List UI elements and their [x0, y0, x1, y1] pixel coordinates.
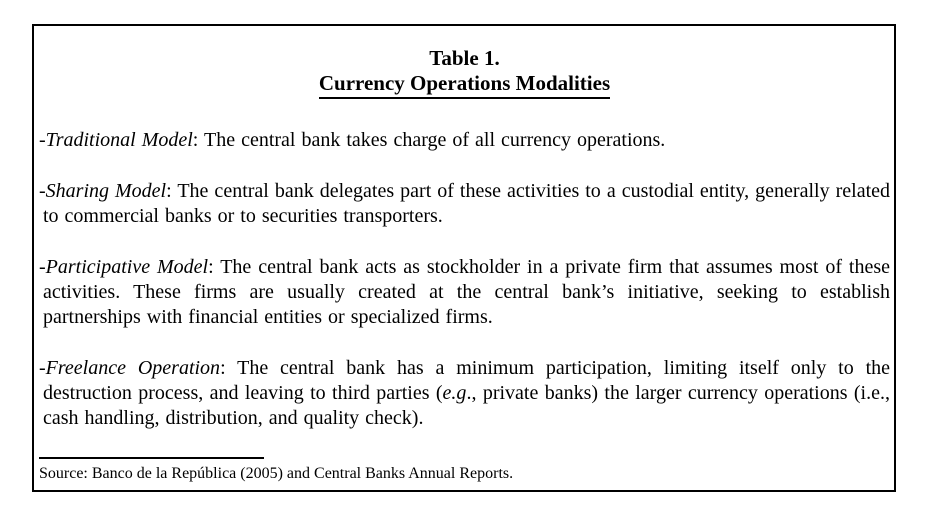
entry-text-eg-abbrev: e.g	[442, 382, 467, 404]
table-title-block	[39, 46, 890, 99]
entry-term-participative: Participative Model	[45, 256, 209, 278]
entry-dash: -	[39, 357, 46, 379]
entry-term-traditional: Traditional Model	[45, 129, 193, 151]
entry-term-sharing: Sharing Model	[45, 180, 167, 202]
entry-freelance-operation	[39, 356, 890, 431]
entry-text-freelance-after: ., private banks) the larger currency operations (i.e., cash handling, distribution, and quality check).	[43, 382, 890, 429]
table-1-box	[32, 24, 896, 492]
entry-sharing-model	[39, 179, 890, 229]
entry-traditional-model	[39, 128, 890, 153]
source-divider-rule	[39, 457, 264, 459]
entry-text-freelance-before: : The central bank has a minimum participation, limiting itself only to the destruction process, and leaving to third parties (	[43, 357, 891, 404]
table-subtitle: Currency Operations Modalities	[319, 71, 610, 99]
entry-dash: -	[39, 180, 46, 202]
entry-term-freelance: Freelance Operation	[45, 357, 221, 379]
entry-text-sharing: : The central bank delegates part of these activities to a custodial entity, generally related to commercial banks or to securities transporters.	[43, 180, 891, 227]
entry-dash: -	[39, 129, 46, 151]
table-number-title: Table 1.	[429, 46, 500, 70]
entry-dash: -	[39, 256, 46, 278]
table-footer	[39, 457, 890, 484]
source-note: Source: Banco de la República (2005) and Central Banks Annual Reports.	[39, 465, 514, 482]
entry-participative-model	[39, 255, 890, 330]
entry-text-participative: : The central bank acts as stockholder in a private firm that assumes most of these activities. These firms are usually created at the central bank’s initiative, seeking to establish partnerships with financial entities or specialized firms.	[43, 256, 890, 328]
entry-text-traditional: : The central bank takes charge of all currency operations.	[192, 129, 666, 151]
